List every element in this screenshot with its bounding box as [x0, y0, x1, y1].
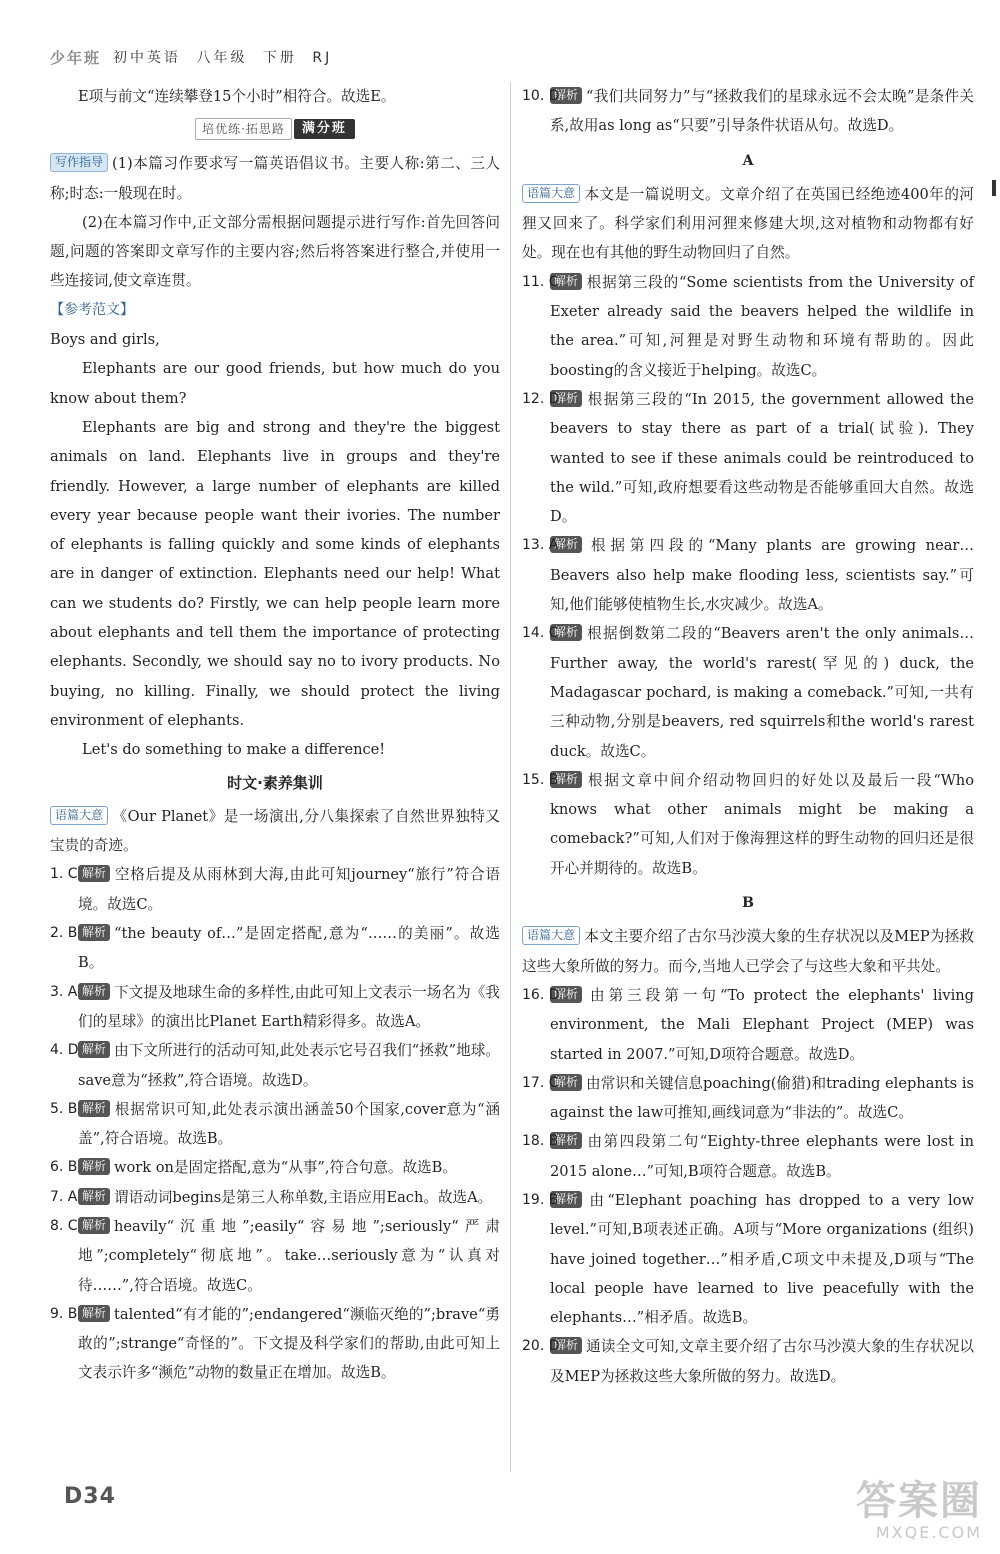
answer-item: 20. D 解析 通读全文可知,文章主要介绍了古尔马沙漠大象的生存状况以及MEP为拯救这些大象所做的努力。故选D。 [522, 1338, 974, 1385]
analysis-tag: 解析 [78, 1305, 110, 1322]
answer-item: 16. D 解析 由第三段第一句“To protect the elephants' living environment, the Mali Elephant Project (MEP) was started in 2007.”可知,D项符合题意。故选D。 [522, 986, 974, 1063]
section-a-title: A [742, 152, 754, 169]
section-b-answers [522, 981, 974, 1391]
watermark-text: 答案圈 [856, 1478, 982, 1524]
analysis-tag: 解析 [78, 1158, 110, 1175]
reference-para-1: Elephants are our good friends, but how much do you know about them? [50, 360, 500, 407]
analysis-tag: 解析 [550, 390, 582, 407]
analysis-tag: 解析 [78, 1188, 110, 1205]
analysis-tag: 解析 [550, 624, 582, 641]
analysis-tag: 解析 [78, 1100, 110, 1117]
section-b-summary: 语篇大意 本文主要介绍了古尔马沙漠大象的生存状况以及MEP为拯救这些大象所做的努力。而今,当地人已学会了与这些大象和平共处。 [522, 928, 974, 975]
answer-item: 18. B 解析 由第四段第二句“Eighty-three elephants were lost in 2015 alone…”可知,B项符合题意。故选B。 [522, 1133, 974, 1180]
left-column [50, 82, 500, 1388]
left-answer-list [50, 860, 500, 1387]
answer-item: 3. A 解析 下文提及地球生命的多样性,由此可知上文表示一场名为《我们的星球》的演出比Planet Earth精彩得多。故选A。 [50, 983, 500, 1030]
section-bar-dark: 满分班 [294, 119, 355, 139]
book-info: 初中英语 八年级 下册 RJ [113, 50, 333, 67]
writing-guide-p1: (1)本篇习作要求写一篇英语倡议书。主要人称:第二、三人称;时态:一般现在时。 [50, 155, 500, 202]
answer-item: 12. D 解析 根据第三段的“In 2015, the government allowed the beavers to stay there as part of a trial(试验). They wanted to see if these animals could be reintroduced to the wild.”可知,政府想要看这些动物是否能够重回大自然。故选D。 [522, 390, 974, 526]
summary-tag: 语篇大意 [522, 184, 580, 203]
answer-item: 1. C 解析 空格后提及从雨林到大海,由此可知journey“旅行”符合语境。故选C。 [50, 866, 500, 913]
writing-guide [50, 149, 500, 295]
intro-line: E项与前文“连续攀登15个小时”相符合。故选E。 [78, 88, 396, 105]
answer-item: 2. B 解析 “the beauty of…”是固定搭配,意为“……的美丽”。故选B。 [50, 925, 500, 972]
section-a-summary: 语篇大意 本文是一篇说明文。文章介绍了在英国已经绝迹400年的河狸又回来了。科学家们利用河狸来修建大坝,这对植物和动物都有好处。现在也有其他的野生动物回归了自然。 [522, 185, 974, 262]
page-number: D34 [64, 1484, 116, 1509]
analysis-tag: 解析 [550, 1074, 582, 1091]
reference-salutation: Boys and girls, [50, 331, 160, 349]
section-a-answers [522, 268, 974, 883]
writing-guide-p2: (2)在本篇习作中,正文部分需根据问题提示进行写作:首先回答问题,问题的答案即文章写作的主要内容;然后将答案进行整合,并使用一些连接词,使文章连贯。 [50, 213, 500, 290]
analysis-tag: 解析 [550, 771, 582, 788]
edge-mark [992, 180, 996, 196]
answer-item: 14. C 解析 根据倒数第二段的“Beavers aren't the only animals…Further away, the world's rarest(罕见的) duck, the Madagascar pochard, is making a comeback.”可知,一共有三种动物,分别是beavers, red squirrels和the world's rarest duck。故选C。 [522, 625, 974, 760]
analysis-tag: 解析 [78, 1217, 110, 1234]
left-summary [50, 802, 500, 861]
section-title: 时文·素养集训 [227, 773, 323, 792]
reference-para-2: Elephants are big and strong and they're the biggest animals on land. Elephants live in groups and they're friendly. However, a large number of elephants are killed every year because people want their ivories. The number of elephants is falling quickly and some kinds of elephants are in danger of extinction. Elephants need our help! What can we students do? Firstly, we can help people learn more about elephants and tell them the importance of protecting elephants. Secondly, we should say no to ivory products. No buying, no killing. Finally, we should protect the living environment of elephants. [50, 418, 500, 729]
watermark-logo [812, 1478, 982, 1548]
column-divider [510, 82, 511, 1472]
section-bar-light: 培优练·拓思路 [195, 118, 292, 140]
answer-item: 4. D 解析 由下文所进行的活动可知,此处表示它号召我们“拯救”地球。save意为“拯救”,符合语境。故选D。 [50, 1042, 500, 1089]
answer-item: 10. D 解析 “我们共同努力”与“拯救我们的星球永远不会太晚”是条件关系,故用as long as“只要”引导条件状语从句。故选D。 [522, 88, 974, 135]
analysis-tag: 解析 [78, 1041, 110, 1058]
analysis-tag: 解析 [550, 986, 582, 1003]
analysis-tag: 解析 [78, 924, 110, 941]
watermark-url: MXQE.COM [875, 1523, 982, 1542]
answer-item: 13. A 解析 根据第四段的“Many plants are growing near… Beavers also help make flooding less, scientists say.”可知,他们能够使植物生长,水灾减少。故选A。 [522, 537, 974, 614]
analysis-tag: 解析 [550, 1132, 582, 1149]
answer-item: 11. C 解析 根据第三段的“Some scientists from the University of Exeter already said the beavers helped the wildlife in the area.”可知,河狸是对野生动物和环境有帮助的。因此boosting的含义接近于helping。故选C。 [522, 273, 974, 379]
answer-item: 8. C 解析 heavily“沉重地”;easily“容易地”;seriously“严肃地”;completely“彻底地”。take…seriously意为“认真对待……”,符合语境。故选C。 [50, 1217, 500, 1294]
right-column [522, 82, 974, 1391]
analysis-tag: 解析 [550, 87, 582, 104]
answer-item: 19. B 解析 由“Elephant poaching has dropped to a very low level.”可知,B项表述正确。A项与“More organizations (组织) have joined together…”相矛盾,C项文中未提及,D项与“The local people have learned to live peacefully with the elephants…”相矛盾。故选B。 [522, 1191, 974, 1327]
reference-para-3: Let's do something to make a difference! [82, 741, 386, 759]
analysis-tag: 解析 [78, 983, 110, 1000]
brand-logo: 少年班 [50, 49, 102, 68]
analysis-tag: 解析 [550, 1337, 582, 1354]
analysis-tag: 解析 [550, 536, 582, 553]
answer-item: 15. B 解析 根据文章中间介绍动物回归的好处以及最后一段“Who knows what other animals might be making a comeback?”可知,人们对于像海狸这样的野生动物的回归还是很开心并期待的。故选B。 [522, 771, 974, 877]
answer-item: 5. B 解析 根据常识可知,此处表示演出涵盖50个国家,cover意为“涵盖”,符合语境。故选B。 [50, 1100, 500, 1148]
section-b-title: B [742, 895, 754, 912]
section-bar [50, 115, 500, 143]
writing-guide-tag: 写作指导 [50, 153, 108, 172]
answer-item: 7. A 解析 谓语动词begins是第三人称单数,主语应用Each。故选A。 [50, 1188, 493, 1206]
analysis-tag: 解析 [78, 865, 110, 882]
reference-essay [50, 296, 500, 765]
summary-text: 《Our Planet》是一场演出,分八集探索了自然世界独特又宝贵的奇迹。 [50, 807, 500, 855]
analysis-tag: 解析 [550, 1191, 582, 1208]
analysis-tag: 解析 [550, 273, 582, 290]
answer-item: 6. B 解析 work on是固定搭配,意为“从事”,符合句意。故选B。 [50, 1159, 457, 1177]
answer-item: 9. B 解析 talented“有才能的”;endangered“濒临灭绝的”;brave“勇敢的”;strange“奇怪的”。下文提及科学家们的帮助,由此可知上文表示许多“濒危”动物的数量正在增加。故选B。 [50, 1305, 500, 1382]
summary-tag: 语篇大意 [522, 926, 580, 945]
reference-title: 【参考范文】 [50, 301, 134, 318]
summary-tag: 语篇大意 [50, 806, 108, 825]
page-header [50, 44, 332, 74]
answer-item: 17. C 解析 由常识和关键信息poaching(偷猎)和trading elephants is against the law可推知,画线词意为“非法的”。故选C。 [522, 1074, 974, 1122]
